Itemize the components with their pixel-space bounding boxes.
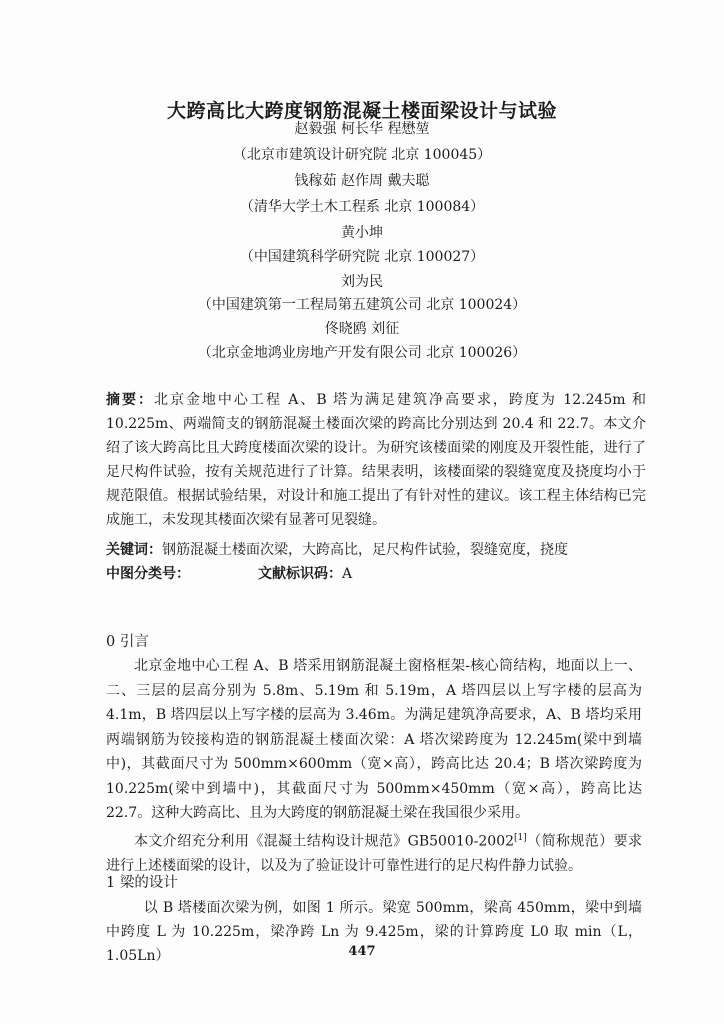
doc-code-value: A — [342, 566, 353, 582]
section-heading-design: 1 梁的设计 — [106, 875, 178, 891]
page-number: 447 — [348, 944, 376, 959]
author-line: 刘为民 — [341, 274, 383, 290]
classification-line — [106, 564, 352, 584]
affiliation-line: （清华大学土木工程系 北京 100084） — [239, 199, 485, 215]
intro-body — [106, 654, 642, 878]
intro-paragraph-2-text: 本文介绍充分利用《混凝土结构设计规范》GB50010-2002 — [134, 833, 515, 850]
intro-paragraph-2-tail: （简称规范）要求进行上述楼面梁的设计，以及为了验证设计可靠性进行的足尺构件静力试验。 — [106, 833, 643, 874]
abstract-label: 摘要： — [106, 392, 154, 408]
intro-paragraph-2 — [106, 826, 642, 879]
author-line: 黄小坤 — [341, 225, 383, 241]
design-paragraph: 以 B 塔楼面次梁为例，如图 1 所示。梁宽 500mm，梁高 450mm，梁中到墙中跨度 L 为 10.225m，梁净跨 Ln 为 9.425m，梁的计算跨度 L0 取 min（L，1.05Ln） — [106, 900, 642, 964]
keywords — [106, 540, 568, 560]
reference-marker: [1] — [514, 832, 527, 843]
affiliation-line: （北京市建筑设计研究院 北京 100045） — [232, 147, 492, 163]
section-heading-intro: 0 引言 — [106, 634, 149, 650]
author-line: 佟晓鸥 刘征 — [324, 321, 400, 337]
affiliation-line: （北京金地鸿业房地产开发有限公司 北京 100026） — [197, 345, 527, 361]
clc-label: 中图分类号： — [106, 566, 190, 582]
affiliation-line: （中国建筑第一工程局第五建筑公司 北京 100024） — [197, 297, 527, 313]
abstract-text: 北京金地中心工程 A、B 塔为满足建筑净高要求，跨度为 12.245m 和 10.225m、两端简支的钢筋混凝土楼面次梁的跨高比分别达到 20.4 和 22.7。本文介绍了该大跨高比且大跨度楼面次梁的设计。为研究该楼面梁的刚度及开裂性能，进行了足尺构件试验，按有关规范进行了计算。结果表明，该楼面梁的裂缝宽度及挠度均小于规范限值。根据试验结果，对设计和施工提出了有针对性的建议。该工程主体结构已完成施工，未发现其楼面次梁有显著可见裂缝。 — [106, 392, 647, 528]
keywords-text: 钢筋混凝土楼面次梁，大跨高比，足尺构件试验，裂缝宽度，挠度 — [162, 542, 568, 558]
author-line: 钱稼茹 赵作周 戴夫聪 — [294, 173, 430, 189]
doc-code-label: 文献标识码： — [258, 566, 342, 582]
intro-paragraph-1: 北京金地中心工程 A、B 塔采用钢筋混凝土窗格框架-核心筒结构，地面以上一、二、三层的层高分别为 5.8m、5.19m 和 5.19m，A 塔四层以上写字楼的层高为 4.1m，B 塔四层以上写字楼的层高为 3.46m。为满足建筑净高要求，A、B 塔均采用两端钢筋为铰接构造的钢筋混凝土楼面次梁：A 塔次梁跨度为 12.245m(梁中到墙中)，其截面尺寸为 500mm×600mm（宽×高），跨高比达 20.4；B 塔次梁跨度为 10.225m(梁中到墙中)，其截面尺寸为 500mm×450mm（宽×高），跨高比达 22.7。这种大跨高比、且为大跨度的钢筋混凝土梁在我国很少采用。 — [106, 658, 642, 821]
paper-title: 大跨高比大跨度钢筋混凝土楼面梁设计与试验 — [166, 100, 557, 122]
keywords-label: 关键词： — [106, 542, 162, 558]
affiliation-line: （中国建筑科学研究院 北京 100027） — [239, 249, 485, 265]
author-line: 赵毅强 柯长华 程懋堃 — [294, 121, 430, 137]
abstract — [106, 388, 646, 532]
